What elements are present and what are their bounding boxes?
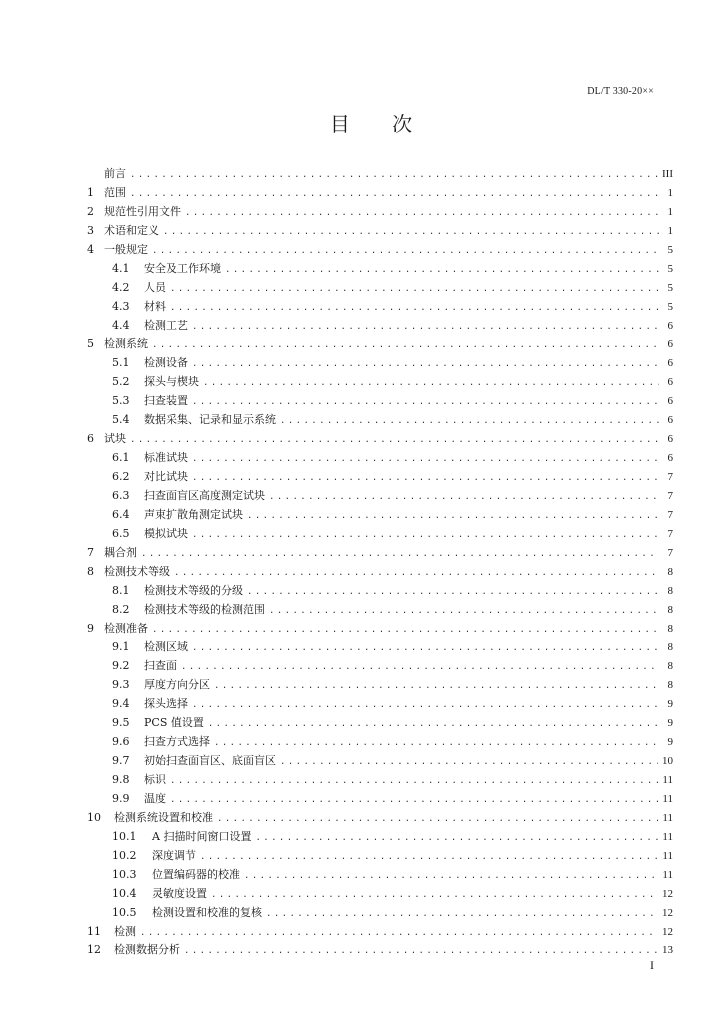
toc-entry-label: 范围 — [104, 185, 126, 199]
toc-dot-leader — [185, 203, 659, 222]
toc-entry-label: 扫查方式选择 — [144, 735, 210, 749]
toc-entry-number: 4.4 — [112, 318, 130, 332]
toc-dot-leader — [192, 468, 659, 487]
toc-entry-label: 扫查面 — [144, 659, 177, 673]
toc-entry[interactable] — [87, 790, 673, 809]
toc-entry-page: 9 — [667, 736, 673, 749]
toc-entry-label: 声束扩散角测定试块 — [144, 507, 243, 521]
toc-entry-label: 标识 — [144, 773, 166, 786]
toc-entry-number: 9.8 — [112, 773, 130, 786]
toc-entry-number: 10 — [87, 810, 101, 824]
toc-entry-label: 位置编码器的校准 — [152, 867, 240, 881]
toc-entry[interactable] — [87, 373, 673, 392]
toc-entry-page: 12 — [662, 925, 673, 938]
toc-entry[interactable] — [87, 449, 673, 468]
toc-entry[interactable] — [87, 620, 673, 639]
toc-entry[interactable] — [87, 335, 673, 354]
toc-entry-page: 5 — [667, 300, 673, 313]
toc-entry[interactable] — [87, 260, 673, 279]
toc-entry-label: A 扫描时间窗口设置 — [152, 829, 252, 843]
toc-entry-label: 标准试块 — [144, 451, 188, 465]
toc-entry-label: 耦合剂 — [104, 545, 137, 559]
toc-dot-leader — [214, 676, 659, 695]
toc-entry-label: 初始扫查面盲区、底面盲区 — [144, 754, 276, 768]
toc-entry-label: 检测区域 — [144, 640, 188, 654]
toc-entry[interactable] — [87, 885, 673, 904]
toc-entry-page: 1 — [667, 224, 673, 237]
toc-entry-page: 11 — [662, 849, 673, 862]
toc-entry[interactable] — [87, 241, 673, 260]
toc-entry[interactable] — [87, 468, 673, 487]
toc-dot-leader — [247, 582, 659, 601]
toc-entry-page: 8 — [667, 565, 673, 578]
toc-entry-label: 检测技术等级的检测范围 — [144, 602, 265, 616]
toc-entry[interactable] — [87, 430, 673, 449]
toc-entry-number: 12 — [87, 943, 101, 957]
toc-entry-page: 6 — [667, 338, 673, 351]
toc-dot-leader — [192, 695, 659, 714]
toc-entry-page: 12 — [662, 887, 673, 900]
toc-entry-label: 检测工艺 — [144, 318, 188, 332]
toc-entry-label: 规范性引用文件 — [104, 204, 181, 218]
toc-entry-number: 8 — [87, 564, 94, 578]
toc-entry[interactable] — [87, 563, 673, 582]
toc-entry-number: 9.2 — [112, 659, 130, 673]
toc-entry-page: 6 — [667, 319, 673, 332]
toc-entry-page: 6 — [667, 433, 673, 446]
toc-entry-page: III — [662, 168, 673, 180]
toc-dot-leader — [266, 904, 658, 923]
toc-entry-number: 9.4 — [112, 697, 130, 711]
toc-entry-label: 温度 — [144, 791, 166, 805]
toc-dot-leader — [200, 847, 658, 866]
toc-entry[interactable] — [87, 714, 673, 733]
toc-dot-leader — [140, 923, 658, 942]
toc-entry-label: 安全及工作环境 — [144, 261, 221, 275]
toc-entry[interactable] — [87, 544, 673, 563]
toc-entry-number: 6 — [87, 432, 94, 446]
page-title: 目 次 — [329, 112, 431, 136]
toc-dot-leader — [130, 430, 659, 449]
toc-entry-label: 扫查装置 — [144, 394, 188, 408]
toc-dot-leader — [152, 241, 659, 260]
toc-dot-leader — [269, 601, 659, 620]
toc-entry-page: 8 — [667, 660, 673, 673]
toc-entry[interactable] — [87, 941, 673, 960]
toc-entry-page: 12 — [662, 906, 673, 919]
toc-entry[interactable] — [87, 752, 673, 771]
toc-entry-number: 9 — [87, 621, 94, 635]
toc-entry-label: 试块 — [104, 432, 126, 446]
toc-dot-leader — [269, 487, 659, 506]
toc-dot-leader — [174, 563, 659, 582]
toc-entry-page: 1 — [667, 205, 673, 218]
toc-entry-number: 9.1 — [112, 640, 130, 654]
toc-entry-number: 3 — [87, 223, 94, 237]
toc-entry-label: 对比试块 — [144, 470, 188, 483]
toc-entry-label: 检测系统设置和校准 — [114, 810, 213, 824]
toc-entry-label: 检测技术等级的分级 — [144, 583, 243, 597]
toc-dot-leader — [170, 298, 659, 317]
toc-entry-label: 检测数据分析 — [114, 943, 180, 957]
toc-entry-label: 深度调节 — [152, 848, 196, 862]
toc-dot-leader — [181, 657, 659, 676]
toc-entry-label: PCS 值设置 — [144, 716, 204, 730]
toc-dot-leader — [244, 866, 658, 885]
toc-entry[interactable] — [87, 506, 673, 525]
toc-entry-number: 4 — [87, 242, 94, 256]
toc-entry[interactable] — [87, 487, 673, 506]
toc-entry-number: 10.3 — [112, 867, 137, 881]
toc-entry-number: 9.3 — [112, 678, 130, 692]
toc-entry-number: 6.2 — [112, 470, 130, 483]
toc-entry-number: 9.6 — [112, 735, 130, 749]
toc-entry[interactable] — [87, 601, 673, 620]
toc-entry-page: 5 — [667, 262, 673, 275]
toc-entry[interactable] — [87, 203, 673, 222]
toc-entry-page: 1 — [667, 186, 673, 199]
toc-entry-label: 检测 — [114, 924, 136, 938]
toc-dot-leader — [184, 941, 658, 960]
toc-entry-label: 人员 — [144, 280, 166, 294]
toc-dot-leader — [141, 544, 659, 563]
toc-entry-number: 4.2 — [112, 280, 130, 294]
toc-entry-label: 材料 — [144, 299, 166, 313]
toc-dot-leader — [208, 714, 659, 733]
toc-entry[interactable] — [87, 184, 673, 203]
toc-entry-page: 11 — [662, 792, 673, 805]
toc-dot-leader — [211, 885, 658, 904]
toc-entry-label: 检测设备 — [144, 356, 188, 370]
toc-entry-number: 8.2 — [112, 602, 130, 616]
toc-entry-number: 9.5 — [112, 716, 130, 730]
toc-entry-label: 检测技术等级 — [104, 564, 170, 578]
toc-dot-leader — [192, 449, 659, 468]
toc-entry-page: 11 — [662, 830, 673, 843]
toc-entry-number: 9.9 — [112, 791, 130, 805]
toc-entry[interactable] — [87, 638, 673, 657]
toc-entry-page: 10 — [662, 755, 673, 768]
document-code: DL/T 330-20×× — [587, 86, 654, 97]
toc-entry[interactable] — [87, 298, 673, 317]
toc-entry[interactable] — [87, 165, 673, 184]
toc-entry[interactable] — [87, 411, 673, 430]
toc-entry-number: 1 — [87, 185, 94, 199]
toc-entry[interactable] — [87, 676, 673, 695]
toc-entry-page: 8 — [667, 622, 673, 635]
toc-dot-leader — [130, 165, 658, 184]
toc-dot-leader — [214, 733, 659, 752]
toc-entry-page: 13 — [662, 944, 673, 957]
toc-entry[interactable] — [87, 317, 673, 336]
toc-dot-leader — [130, 184, 659, 203]
toc-entry[interactable] — [87, 847, 673, 866]
toc-entry[interactable] — [87, 923, 673, 942]
toc-entry[interactable] — [87, 828, 673, 847]
toc-dot-leader — [192, 354, 659, 373]
toc-entry-page: 7 — [667, 508, 673, 521]
toc-entry-label: 检测准备 — [104, 621, 148, 635]
toc-dot-leader — [192, 317, 659, 336]
toc-entry-page: 7 — [667, 489, 673, 502]
toc-entry-number: 5 — [87, 337, 94, 351]
toc-entry[interactable] — [87, 525, 673, 544]
toc-entry[interactable] — [87, 695, 673, 714]
toc-entry-label: 一般规定 — [104, 242, 148, 256]
table-of-contents — [87, 165, 673, 960]
toc-entry-page: 5 — [667, 281, 673, 294]
toc-dot-leader — [203, 373, 659, 392]
toc-entry-label: 探头选择 — [144, 697, 188, 711]
toc-entry-page: 8 — [667, 679, 673, 692]
toc-dot-leader — [255, 828, 658, 847]
toc-entry-page: 5 — [667, 243, 673, 256]
toc-entry-page: 9 — [667, 698, 673, 711]
toc-dot-leader — [192, 638, 659, 657]
toc-dot-leader — [247, 506, 659, 525]
toc-entry-label: 探头与楔块 — [144, 375, 199, 389]
toc-dot-leader — [225, 260, 659, 279]
toc-entry[interactable] — [87, 582, 673, 601]
toc-entry-number: 10.1 — [112, 829, 137, 843]
toc-entry-number: 5.2 — [112, 375, 130, 389]
toc-entry-label: 术语和定义 — [104, 223, 159, 237]
toc-entry-page: 7 — [667, 527, 673, 540]
toc-entry-page: 8 — [667, 603, 673, 616]
toc-dot-leader — [152, 335, 659, 354]
toc-entry[interactable] — [87, 809, 673, 828]
toc-entry-label: 检测设置和校准的复核 — [152, 905, 262, 919]
toc-entry[interactable] — [87, 222, 673, 241]
toc-entry-page: 9 — [667, 717, 673, 730]
toc-entry-number: 6.1 — [112, 451, 130, 465]
toc-dot-leader — [170, 279, 659, 298]
toc-entry-number: 6.4 — [112, 507, 130, 521]
toc-dot-leader — [170, 771, 658, 790]
toc-entry[interactable] — [87, 866, 673, 885]
toc-entry[interactable] — [87, 279, 673, 298]
toc-entry-page: 7 — [667, 471, 673, 483]
toc-entry-number: 5.1 — [112, 356, 130, 370]
toc-entry-page: 7 — [667, 546, 673, 559]
toc-entry[interactable] — [87, 354, 673, 373]
toc-dot-leader — [280, 752, 658, 771]
toc-entry-label: 模拟试块 — [144, 526, 188, 540]
toc-entry-number: 10.2 — [112, 848, 137, 862]
page-number: I — [650, 958, 654, 972]
toc-entry-page: 6 — [667, 414, 673, 427]
toc-entry-number: 5.4 — [112, 413, 130, 427]
toc-entry[interactable] — [87, 771, 673, 790]
toc-entry[interactable] — [87, 392, 673, 411]
toc-entry-number: 4.3 — [112, 299, 130, 313]
toc-entry-page: 6 — [667, 376, 673, 389]
toc-entry-page: 11 — [662, 868, 673, 881]
toc-entry-number: 11 — [87, 924, 101, 938]
toc-entry-page: 8 — [667, 584, 673, 597]
toc-entry-page: 11 — [662, 811, 673, 824]
toc-entry-number: 5.3 — [112, 394, 130, 408]
toc-entry[interactable] — [87, 904, 673, 923]
toc-entry-page: 8 — [667, 641, 673, 654]
toc-entry-number: 2 — [87, 204, 94, 218]
toc-dot-leader — [192, 525, 659, 544]
toc-dot-leader — [192, 392, 659, 411]
toc-dot-leader — [163, 222, 659, 241]
toc-entry[interactable] — [87, 733, 673, 752]
toc-entry-number: 8.1 — [112, 583, 130, 597]
toc-entry-number: 10.4 — [112, 886, 137, 900]
toc-entry-page: 11 — [662, 774, 673, 786]
toc-entry-number: 10.5 — [112, 905, 137, 919]
toc-entry-label: 数据采集、记录和显示系统 — [144, 413, 276, 427]
toc-entry-number: 6.3 — [112, 488, 130, 502]
toc-entry[interactable] — [87, 657, 673, 676]
toc-entry-number: 9.7 — [112, 754, 130, 768]
toc-dot-leader — [280, 411, 659, 430]
toc-entry-page: 6 — [667, 357, 673, 370]
toc-entry-label: 检测系统 — [104, 337, 148, 351]
toc-entry-label: 前言 — [104, 167, 126, 180]
toc-entry-page: 6 — [667, 452, 673, 465]
toc-dot-leader — [152, 620, 659, 639]
toc-dot-leader — [170, 790, 658, 809]
toc-entry-label: 灵敏度设置 — [152, 886, 207, 900]
toc-entry-page: 6 — [667, 395, 673, 408]
toc-entry-number: 4.1 — [112, 261, 130, 275]
toc-entry-label: 扫查面盲区高度测定试块 — [144, 488, 265, 502]
toc-entry-label: 厚度方向分区 — [144, 678, 210, 692]
toc-dot-leader — [217, 809, 658, 828]
toc-entry-number: 6.5 — [112, 526, 130, 540]
toc-entry-number: 7 — [87, 545, 94, 559]
